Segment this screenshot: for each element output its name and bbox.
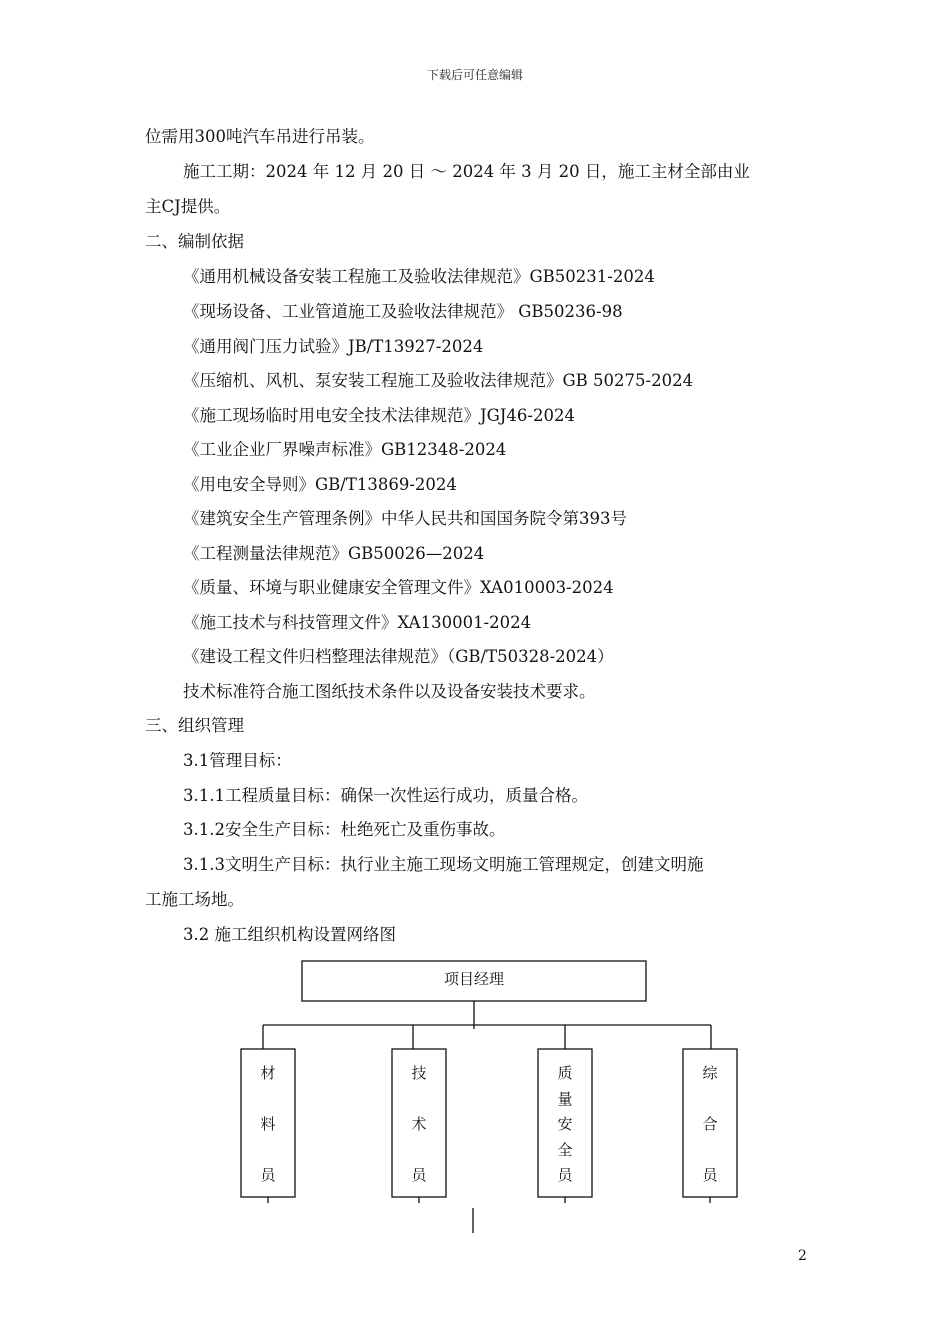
paragraph-line: 工施工场地。	[145, 890, 244, 909]
org-child-char: 员	[557, 1166, 573, 1184]
org-child-char: 质	[557, 1064, 573, 1082]
reference-item: 《建筑安全生产管理条例》中华人民共和国国务院令第393号	[183, 509, 627, 528]
reference-item: 《施工现场临时用电安全技术法律规范》JGJ46-2024	[183, 406, 575, 425]
reference-item: 《现场设备、工业管道施工及验收法律规范》 GB50236-98	[183, 302, 623, 321]
reference-item: 《建设工程文件归档整理法律规范》（GB/T50328-2024）	[183, 647, 614, 666]
org-child-char: 员	[260, 1166, 276, 1184]
reference-item: 《通用机械设备安装工程施工及验收法律规范》GB50231-2024	[183, 267, 655, 286]
paragraph-line: 3.1.2安全生产目标：杜绝死亡及重伤事故。	[183, 820, 506, 839]
org-child-char: 技	[411, 1064, 427, 1082]
org-top-label: 项目经理	[443, 970, 504, 988]
reference-item: 《压缩机、风机、泵安装工程施工及验收法律规范》GB 50275-2024	[183, 371, 694, 390]
reference-item: 《通用阀门压力试验》JB/T13927-2024	[183, 337, 484, 356]
paragraph-line: 3.1.3文明生产目标：执行业主施工现场文明施工管理规定，创建文明施	[183, 855, 704, 874]
paragraph-line: 技术标准符合施工图纸技术条件以及设备安装技术要求。	[183, 682, 596, 701]
paragraph-line: 主CJ提供。	[145, 197, 231, 216]
reference-item: 《施工技术与科技管理文件》XA130001-2024	[183, 613, 532, 632]
org-child-char: 料	[260, 1115, 276, 1133]
org-child-char: 合	[702, 1115, 718, 1133]
org-child-label-technical	[392, 1062, 446, 1190]
org-child-char: 员	[702, 1166, 718, 1184]
org-child-char: 术	[411, 1115, 427, 1133]
org-child-label-general	[683, 1062, 737, 1190]
page-header: 下载后可任意编辑	[426, 68, 523, 82]
subsection-heading: 3.1管理目标：	[183, 751, 292, 770]
org-child-char: 材	[260, 1064, 276, 1082]
reference-item: 《工业企业厂界噪声标准》GB12348-2024	[183, 440, 507, 459]
org-child-char: 全	[557, 1140, 573, 1159]
paragraph-line: 3.1.1工程质量目标：确保一次性运行成功，质量合格。	[183, 786, 588, 805]
section-heading: 二、编制依据	[145, 232, 244, 251]
org-child-label-quality-safety	[538, 1062, 592, 1190]
org-child-char: 量	[557, 1089, 573, 1108]
paragraph-line: 位需用300吨汽车吊进行吊装。	[145, 127, 375, 146]
org-child-char: 员	[411, 1166, 427, 1184]
org-child-char: 安	[557, 1115, 573, 1133]
paragraph-line: 施工工期：2024 年 12 月 20 日 ～ 2024 年 3 月 20 日，施工主材全部由业	[183, 162, 750, 181]
reference-item: 《质量、环境与职业健康安全管理文件》XA010003-2024	[183, 578, 614, 597]
reference-item: 《用电安全导则》GB/T13869-2024	[183, 475, 457, 494]
org-child-char: 综	[702, 1064, 718, 1082]
section-heading: 三、组织管理	[145, 716, 244, 735]
page-number: 2	[798, 1248, 807, 1264]
org-child-label-materials	[241, 1062, 295, 1190]
subsection-heading: 3.2 施工组织机构设置网络图	[183, 925, 396, 944]
reference-item: 《工程测量法律规范》GB50026—2024	[183, 544, 485, 563]
